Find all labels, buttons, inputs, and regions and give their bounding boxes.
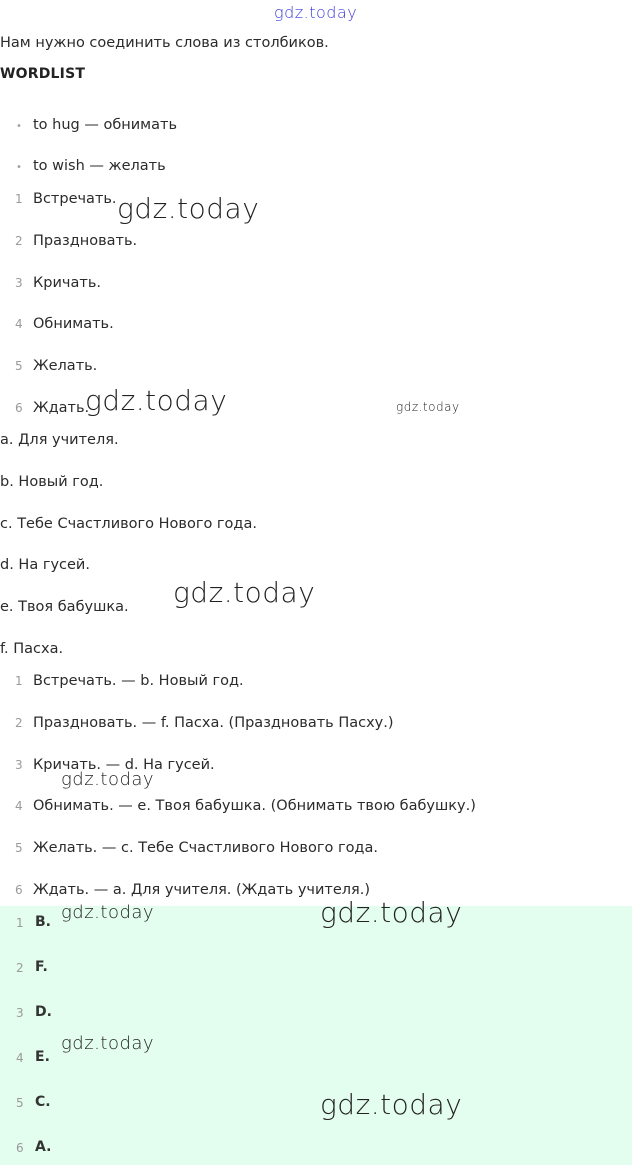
match-item: Ждать. — a. Для учителя. (Ждать учителя.) [33,882,371,898]
watermark: gdz.today [173,576,316,609]
list-number: 6 [15,401,23,415]
list-number: 5 [15,359,23,373]
phrase-item: c. Тебе Счастливого Нового года. [0,516,257,532]
answer-number: 6 [16,1141,24,1155]
watermark: gdz.today [61,769,155,790]
list-number: 3 [15,758,23,772]
watermark: gdz.today [85,384,228,417]
list-bullet: • [16,162,22,173]
answer-number: 3 [16,1006,24,1020]
verb-item: Ждать. [33,400,90,416]
list-number: 1 [15,192,23,206]
list-number: 2 [15,234,23,248]
list-number: 4 [15,799,23,813]
list-number: 1 [15,674,23,688]
wordlist-item: to wish — желать [33,158,166,174]
list-number: 5 [15,841,23,855]
phrase-item: d. На гусей. [0,557,90,573]
answer-number: 1 [16,916,24,930]
verb-item: Встречать. [33,191,117,207]
verb-item: Кричать. [33,275,101,291]
answer-number: 4 [16,1051,24,1065]
answer-number: 5 [16,1096,24,1110]
phrase-item: a. Для учителя. [0,432,119,448]
match-item: Кричать. — d. На гусей. [33,757,215,773]
answer-letter: D. [35,1004,52,1020]
watermark-top: gdz.today [274,3,358,22]
list-number: 6 [15,883,23,897]
watermark: gdz.today [320,1088,463,1121]
answer-letter: B. [35,914,51,930]
wordlist-heading: WORDLIST [0,66,86,82]
verb-item: Обнимать. [33,316,114,332]
list-number: 3 [15,276,23,290]
phrase-item: f. Пасха. [0,641,64,657]
verb-item: Желать. [33,358,98,374]
answer-letter: C. [35,1094,51,1110]
wordlist-item: to hug — обнимать [33,117,178,133]
list-number: 2 [15,716,23,730]
watermark: gdz.today [61,1033,155,1054]
phrase-item: b. Новый год. [0,474,104,490]
answer-letter: A. [35,1139,52,1155]
list-number: 4 [15,317,23,331]
answer-letter: E. [35,1049,50,1065]
match-item: Обнимать. — e. Твоя бабушка. (Обнимать твою бабушку.) [33,798,476,814]
answer-letter: F. [35,959,48,975]
phrase-item: e. Твоя бабушка. [0,599,129,615]
match-item: Праздновать. — f. Пасха. (Праздновать Пасху.) [33,715,394,731]
watermark: gdz.today [117,192,260,225]
match-item: Желать. — c. Тебе Счастливого Нового года. [33,840,378,856]
list-bullet: • [16,121,22,132]
match-item: Встречать. — b. Новый год. [33,673,244,689]
watermark: gdz.today [61,902,155,923]
watermark: gdz.today [320,896,463,929]
watermark: gdz.today [396,400,460,414]
verb-item: Праздновать. [33,233,138,249]
answer-number: 2 [16,961,24,975]
intro-text: Нам нужно соединить слова из столбиков. [0,35,329,51]
